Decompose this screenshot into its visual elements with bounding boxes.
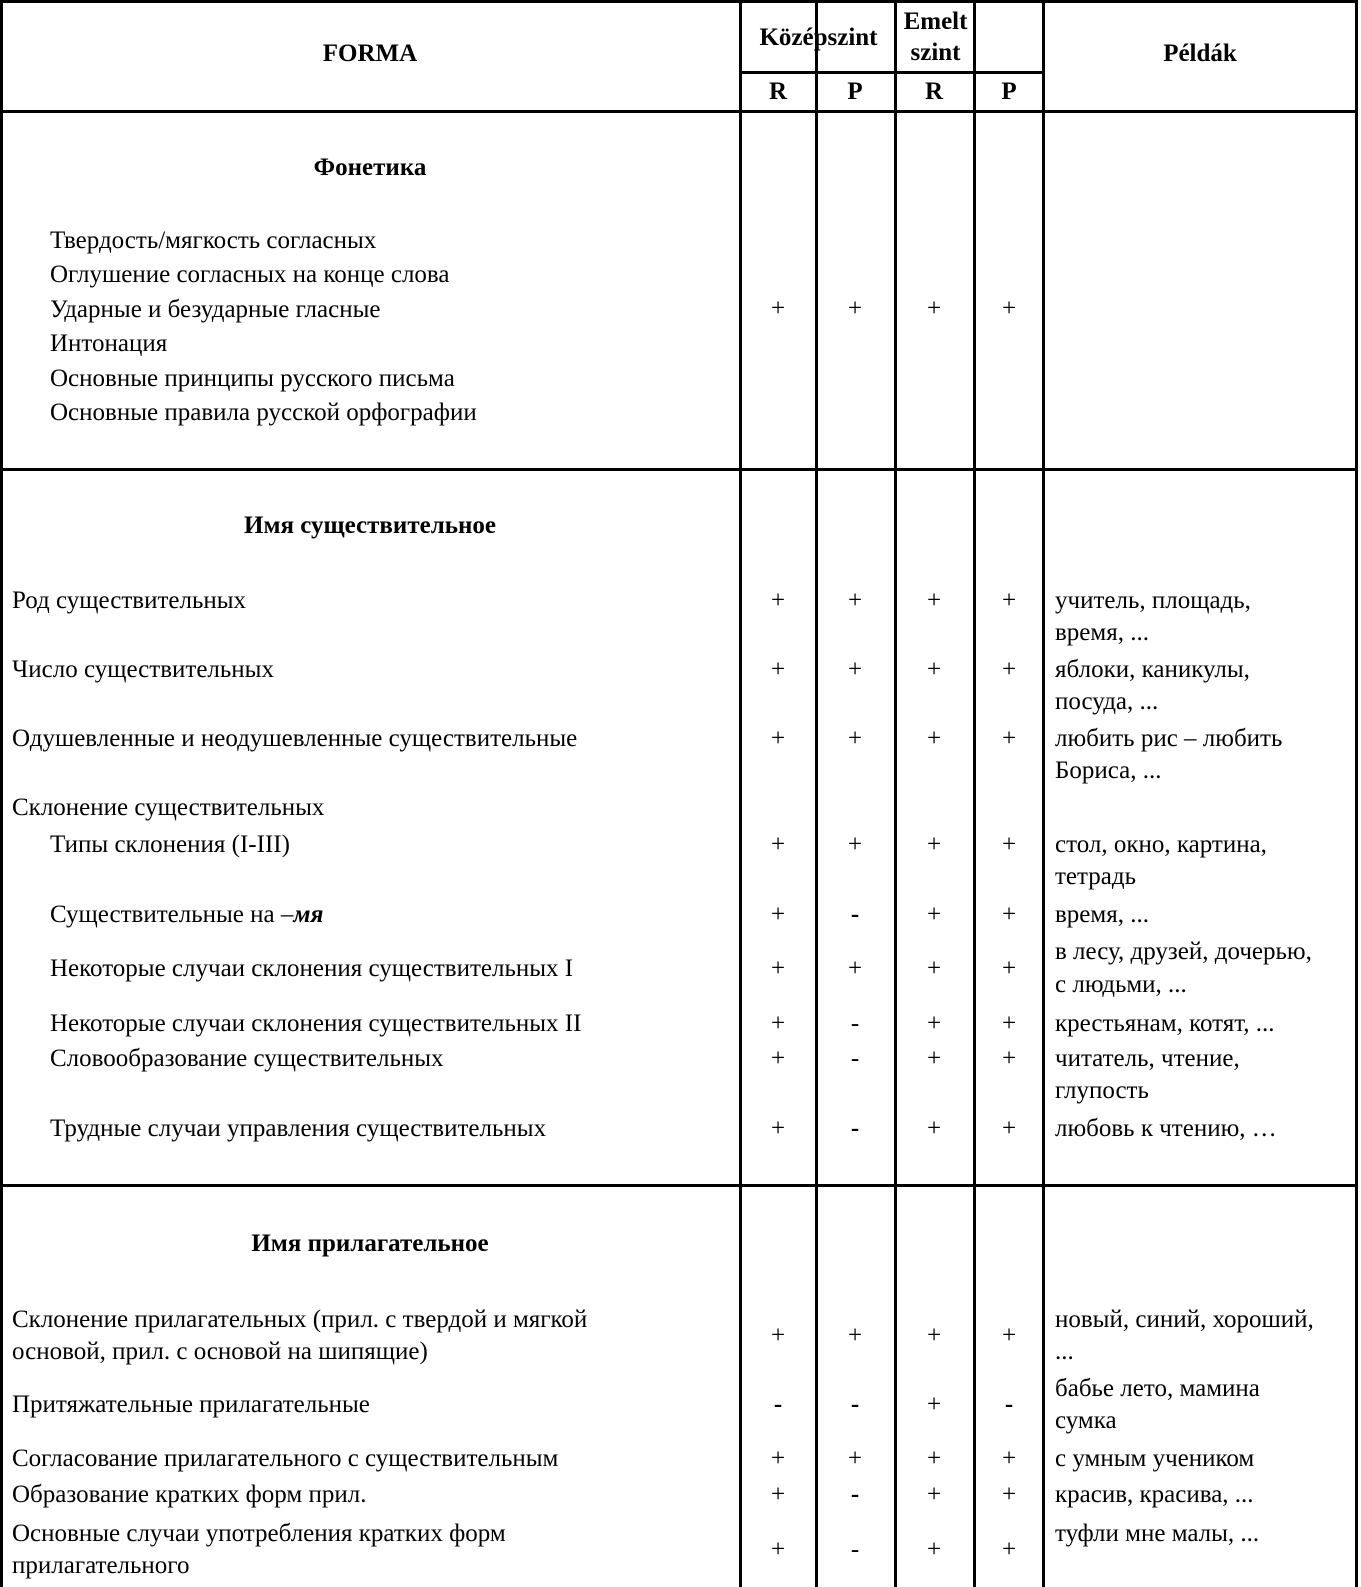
row-group-label: Склонение существительных [12, 794, 325, 821]
mark-kozep-p: - [850, 1391, 860, 1418]
header-emelt-p: P [1001, 78, 1017, 105]
mark-kozep-r: + [770, 1045, 786, 1072]
column-divider [815, 0, 818, 1587]
mark-kozep-r: + [770, 295, 786, 322]
example-line: красив, красива, ... [1055, 1481, 1254, 1508]
column-divider [973, 0, 976, 1587]
mark-kozep-p: + [847, 295, 863, 322]
header-emelt: Emelt [903, 8, 968, 35]
mark-kozep-r: + [770, 1322, 786, 1349]
header-szint: szint [910, 39, 961, 66]
section-divider [0, 468, 1358, 471]
fonetika-line: Оглушение согласных на конце слова [50, 261, 450, 288]
header-emelt-r: R [924, 78, 944, 105]
example-line: Бориса, ... [1055, 757, 1162, 784]
example-line: время, ... [1055, 901, 1149, 928]
row-label: Притяжательные прилагательные [12, 1391, 370, 1418]
mark-kozep-r: + [770, 587, 786, 614]
mark-emelt-r: + [926, 1536, 942, 1563]
example-line: стол, окно, картина, [1055, 831, 1267, 858]
row-label: прилагательного [12, 1552, 190, 1579]
row-label: Основные случаи употребления кратких форм [12, 1520, 506, 1547]
example-line: время, ... [1055, 619, 1149, 646]
row-label: Словообразование существительных [50, 1045, 444, 1072]
mark-emelt-p: + [1001, 831, 1017, 858]
row-label: Некоторые случаи склонения существительных I [50, 955, 574, 982]
row-label: Одушевленные и неодушевленные существительные [12, 725, 578, 752]
mark-emelt-p: + [1001, 1045, 1017, 1072]
row-label: Число существительных [12, 656, 274, 683]
header-peldak: Példák [1163, 40, 1237, 67]
mark-emelt-r: + [926, 1322, 942, 1349]
fonetika-line: Интонация [50, 330, 168, 357]
mark-kozep-r: + [770, 1536, 786, 1563]
mark-kozep-r: + [770, 901, 786, 928]
example-line: с умным учеником [1055, 1445, 1255, 1472]
mark-kozep-p: + [847, 1445, 863, 1472]
fonetika-line: Ударные и безударные гласные [50, 296, 381, 323]
example-line: новый, синий, хороший, [1055, 1306, 1314, 1333]
header-forma: FORMA [322, 40, 418, 67]
mark-kozep-r: + [770, 831, 786, 858]
mark-emelt-r: + [926, 955, 942, 982]
mark-emelt-p: + [1001, 1445, 1017, 1472]
mark-kozep-r: + [770, 955, 786, 982]
mark-kozep-p: - [850, 1010, 860, 1037]
example-line: бабье лето, мамина [1055, 1375, 1260, 1402]
example-line: учитель, площадь, [1055, 587, 1251, 614]
fonetika-line: Твердость/мягкость согласных [50, 227, 377, 254]
example-line: читатель, чтение, [1055, 1045, 1240, 1072]
row-label: Род существительных [12, 587, 247, 614]
mark-emelt-p: + [1001, 1536, 1017, 1563]
example-line: в лесу, друзей, дочерью, [1055, 938, 1312, 965]
mark-emelt-p: + [1001, 955, 1017, 982]
mark-emelt-r: + [926, 1445, 942, 1472]
column-divider [894, 0, 897, 1587]
row-label [50, 899, 323, 931]
mark-emelt-p: - [1004, 1391, 1014, 1418]
header-sub-divider [739, 71, 1045, 74]
table-border-right [1355, 0, 1358, 1587]
example-line: любить рис – любить [1055, 725, 1283, 752]
section-title-prilagatelnoe: Имя прилагательное [251, 1230, 489, 1257]
mark-kozep-p: + [847, 1322, 863, 1349]
mark-emelt-r: + [926, 295, 942, 322]
example-line: с людьми, ... [1055, 971, 1187, 998]
header-kozep-r: R [768, 78, 788, 105]
mark-kozep-p: + [847, 955, 863, 982]
mark-emelt-p: + [1001, 901, 1017, 928]
mark-emelt-p: + [1001, 1322, 1017, 1349]
column-divider [1042, 0, 1045, 1587]
mark-emelt-p: + [1001, 295, 1017, 322]
mark-kozep-r: + [770, 656, 786, 683]
column-divider [739, 0, 742, 1587]
mark-emelt-r: + [926, 1115, 942, 1142]
example-line: сумка [1055, 1407, 1117, 1434]
row-label: Согласование прилагательного с существительным [12, 1445, 559, 1472]
mark-kozep-p: + [847, 656, 863, 683]
mark-kozep-r: + [770, 1481, 786, 1508]
mark-kozep-p: + [847, 587, 863, 614]
row-label: основой, прил. с основой на шипящие) [12, 1338, 428, 1365]
row-label: Типы склонения (I-III) [50, 831, 290, 858]
example-line: глупость [1055, 1077, 1149, 1104]
mark-emelt-r: + [926, 1045, 942, 1072]
fonetika-line: Основные принципы русского письма [50, 365, 455, 392]
fonetika-line: Основные правила русской орфографии [50, 399, 477, 426]
example-line: посуда, ... [1055, 688, 1159, 715]
row-label: Образование кратких форм прил. [12, 1481, 367, 1508]
section-title-fonetika: Фонетика [313, 154, 427, 181]
mark-emelt-p: + [1001, 1115, 1017, 1142]
section-divider [0, 1184, 1358, 1187]
table-border-left [0, 0, 3, 1587]
mark-kozep-r: + [770, 1010, 786, 1037]
mark-kozep-p: + [847, 831, 863, 858]
mark-kozep-p: + [847, 725, 863, 752]
mark-emelt-r: + [926, 831, 942, 858]
header-kozepszint: Középszint [759, 24, 878, 51]
mark-kozep-r: + [770, 725, 786, 752]
row-label-text: Существительные на – [50, 901, 294, 928]
header-bottom-border [0, 110, 1358, 113]
mark-emelt-r: + [926, 1391, 942, 1418]
mark-kozep-r: - [773, 1391, 783, 1418]
mark-emelt-r: + [926, 656, 942, 683]
table-border-top [0, 0, 1358, 3]
mark-emelt-r: + [926, 587, 942, 614]
mark-emelt-r: + [926, 901, 942, 928]
example-line: крестьянам, котят, ... [1055, 1010, 1275, 1037]
mark-emelt-p: + [1001, 1010, 1017, 1037]
section-title-sushchestvitelnoe: Имя существительное [244, 512, 496, 539]
mark-kozep-p: - [850, 901, 860, 928]
mark-emelt-r: + [926, 1010, 942, 1037]
header-kozep-p: P [847, 78, 863, 105]
example-line: ... [1055, 1338, 1074, 1365]
mark-kozep-p: - [850, 1115, 860, 1142]
mark-kozep-p: - [850, 1481, 860, 1508]
mark-kozep-r: + [770, 1445, 786, 1472]
mark-kozep-p: - [850, 1045, 860, 1072]
row-label: Некоторые случаи склонения существительных II [50, 1010, 582, 1037]
mark-emelt-p: + [1001, 1481, 1017, 1508]
row-label: Склонение прилагательных (прил. с твердой и мягкой [12, 1306, 588, 1333]
example-line: туфли мне малы, ... [1055, 1520, 1260, 1547]
mark-emelt-r: + [926, 1481, 942, 1508]
mark-emelt-r: + [926, 725, 942, 752]
example-line: яблоки, каникулы, [1055, 656, 1250, 683]
mark-emelt-p: + [1001, 725, 1017, 752]
mark-kozep-p: - [850, 1536, 860, 1563]
row-label-ending: мя [293, 901, 324, 928]
row-label: Трудные случаи управления существительных [50, 1115, 547, 1142]
example-line: тетрадь [1055, 863, 1136, 890]
mark-emelt-p: + [1001, 656, 1017, 683]
mark-kozep-r: + [770, 1115, 786, 1142]
mark-emelt-p: + [1001, 587, 1017, 614]
example-line: любовь к чтению, … [1055, 1115, 1277, 1142]
